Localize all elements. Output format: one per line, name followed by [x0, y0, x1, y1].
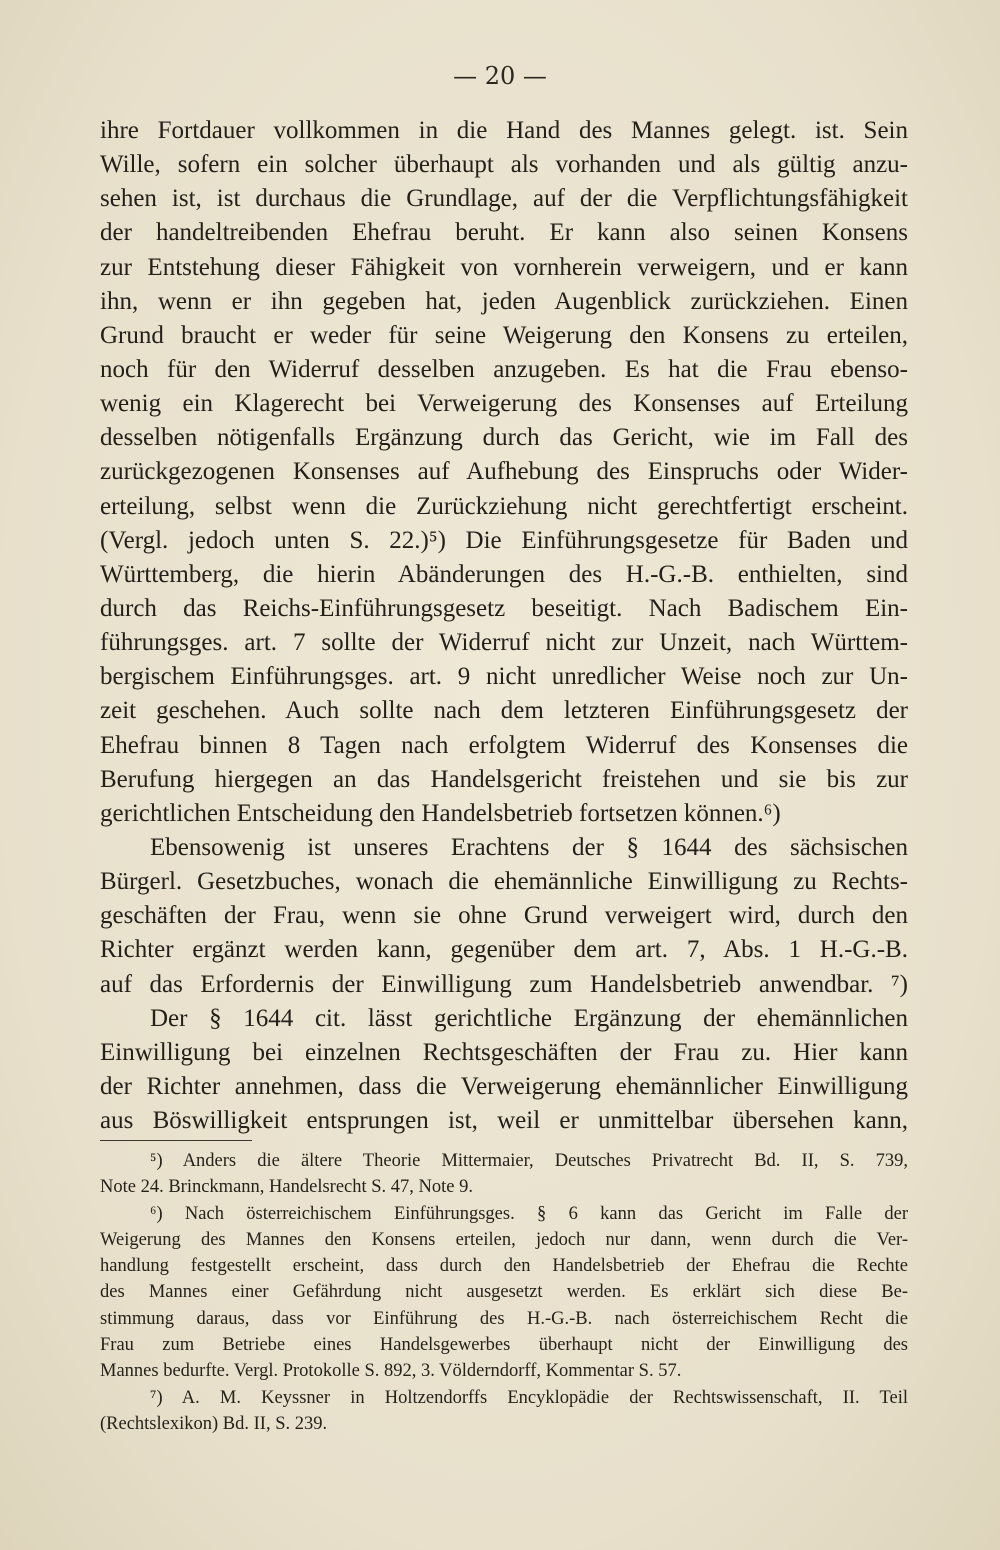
text-line: Einwilligung bei einzelnen Rechtsgeschäften der Frau zu. Hier kann: [100, 1038, 908, 1066]
main-text: [100, 114, 908, 1138]
footnote-line: ⁶) Nach österreichischem Einführungsges. § 6 kann das Gericht im Falle der: [150, 1203, 908, 1224]
text-line: der Richter annehmen, dass die Verweigerung ehemännlicher Einwilligung: [100, 1072, 908, 1100]
text-line: gerichtlichen Entscheidung den Handelsbetrieb fortsetzen können.⁶): [100, 799, 781, 827]
text-line: Bürgerl. Gesetzbuches, wonach die ehemännliche Einwilligung zu Rechts-: [100, 868, 908, 896]
footnote-line: des Mannes einer Gefährdung nicht ausgesetzt werden. Es erklärt sich diese Be-: [100, 1282, 908, 1303]
footnote-line: stimmung daraus, dass vor Einführung des H.-G.-B. nach österreichischem Recht die: [100, 1308, 908, 1329]
text-line: durch das Reichs-Einführungsgesetz beseitigt. Nach Badischem Ein-: [100, 594, 908, 622]
footnote-separator-rule: [100, 1140, 252, 1141]
text-line: Richter ergänzt werden kann, gegenüber dem art. 7, Abs. 1 H.-G.-B.: [100, 936, 908, 964]
footnote-line: ⁵) Anders die ältere Theorie Mittermaier, Deutsches Privatrecht Bd. II, S. 739,: [150, 1151, 908, 1171]
page-number: — 20 —: [453, 62, 547, 90]
footnote-line: Frau zum Betriebe eines Handelsgewerbes überhaupt nicht der Einwilligung des: [100, 1335, 908, 1356]
footnotes: [100, 1148, 908, 1437]
footnote-line: Mannes bedurfte. Vergl. Protokolle S. 892, 3. Völderndorff, Kommentar S. 57.: [100, 1361, 682, 1382]
text-line: sehen ist, ist durchaus die Grundlage, auf der die Verpflichtungsfähigkeit: [100, 185, 908, 213]
text-line: der handeltreibenden Ehefrau beruht. Er kann also seinen Konsens: [100, 219, 908, 247]
text-line: desselben nötigenfalls Ergänzung durch das Gericht, wie im Fall des: [100, 424, 908, 452]
text-line: Ebensowenig ist unseres Erachtens der § 1644 des sächsischen: [150, 833, 908, 861]
text-line: auf das Erfordernis der Einwilligung zum Handelsbetrieb anwendbar. ⁷): [100, 970, 908, 998]
footnote-line: (Rechtslexikon) Bd. II, S. 239.: [100, 1413, 328, 1434]
text-line: zeit geschehen. Auch sollte nach dem letzteren Einführungsgesetz der: [100, 697, 908, 725]
footnote-line: Weigerung des Mannes den Konsens erteilen, jedoch nur dann, wenn durch die Ver-: [100, 1229, 908, 1250]
footnote-line: ⁷) A. M. Keyssner in Holtzendorffs Encyklopädie der Rechtswissenschaft, II. Teil: [150, 1387, 908, 1408]
text-line: führungsges. art. 7 sollte der Widerruf nicht zur Unzeit, nach Württem-: [100, 629, 908, 657]
text-line: zurückgezogenen Konsenses auf Aufhebung des Einspruchs oder Wider-: [100, 458, 908, 486]
text-line: aus Böswilligkeit entsprungen ist, weil er unmittelbar übersehen kann,: [100, 1107, 908, 1135]
text-line: Berufung hiergegen an das Handelsgericht freistehen und sie bis zur: [100, 765, 908, 793]
text-line: Grund braucht er weder für seine Weigerung den Konsens zu erteilen,: [100, 321, 908, 349]
text-line: ihre Fortdauer vollkommen in die Hand des Mannes gelegt. ist. Sein: [100, 117, 908, 144]
text-line: noch für den Widerruf desselben anzugeben. Es hat die Frau ebenso-: [100, 355, 908, 383]
text-line: geschäften der Frau, wenn sie ohne Grund verweigert wird, durch den: [100, 902, 908, 930]
text-line: Ehefrau binnen 8 Tagen nach erfolgtem Widerruf des Konsenses die: [100, 731, 908, 759]
text-line: (Vergl. jedoch unten S. 22.)⁵) Die Einführungsgesetze für Baden und: [100, 526, 908, 554]
text-line: Der § 1644 cit. lässt gerichtliche Ergänzung der ehemännlichen: [150, 1004, 908, 1032]
footnote-line: Note 24. Brinckmann, Handelsrecht S. 47, Note 9.: [100, 1177, 474, 1198]
text-line: ihn, wenn er ihn gegeben hat, jeden Augenblick zurückziehen. Einen: [100, 287, 908, 315]
text-line: Wille, sofern ein solcher überhaupt als vorhanden und als gültig anzu-: [100, 151, 908, 179]
text-line: bergischem Einführungsges. art. 9 nicht unredlicher Weise noch zur Un-: [100, 663, 908, 691]
text-line: Württemberg, die hierin Abänderungen des H.-G.-B. enthielten, sind: [100, 560, 908, 588]
text-line: wenig ein Klagerecht bei Verweigerung des Konsenses auf Erteilung: [100, 390, 908, 418]
text-line: zur Entstehung dieser Fähigkeit von vornherein verweigern, und er kann: [100, 253, 908, 281]
text-line: erteilung, selbst wenn die Zurückziehung nicht gerechtfertigt erscheint.: [100, 492, 908, 520]
footnote-line: handlung festgestellt erscheint, dass durch den Handelsbetrieb der Ehefrau die Rechte: [100, 1256, 908, 1277]
